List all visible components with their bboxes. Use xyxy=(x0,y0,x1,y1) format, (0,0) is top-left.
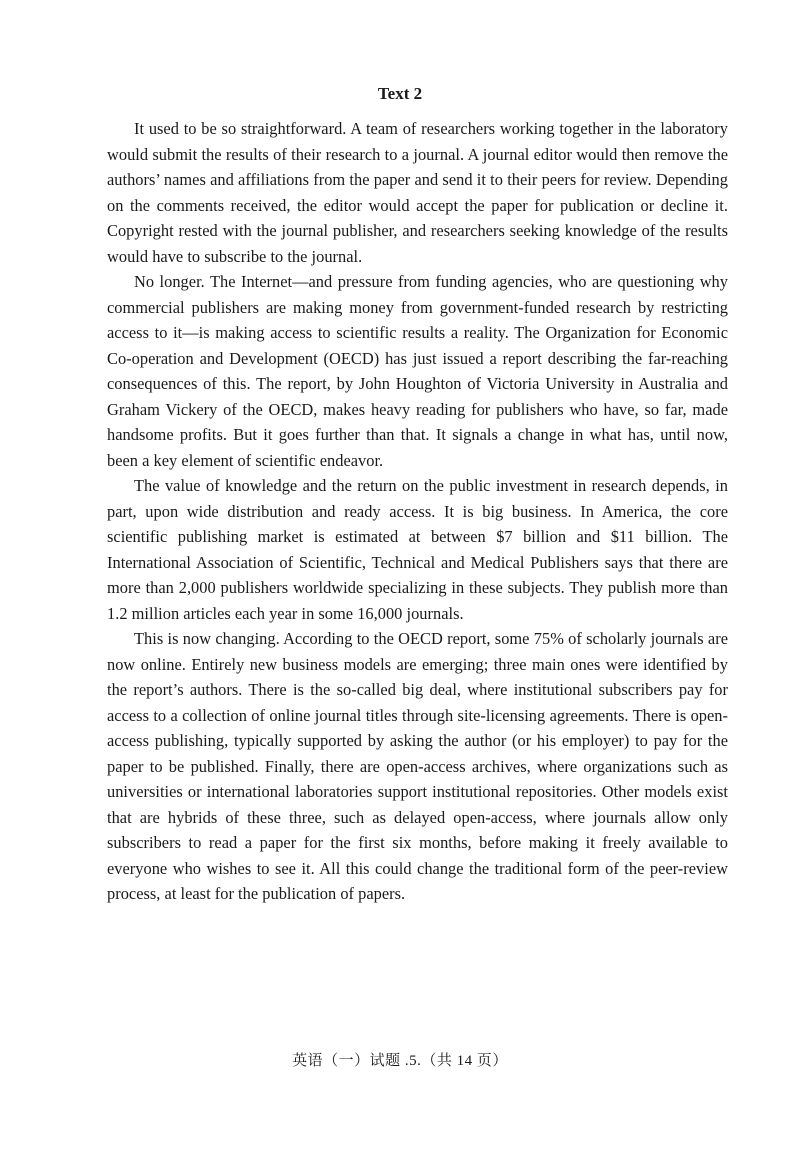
paragraph-4: This is now changing. According to the OECD report, some 75% of scholarly journals are now online. Entirely new business models are emerging; three main ones were identified by the report’s authors. There is the so-called big deal, where institutional subscribers pay for access to a collection of online journal titles through site-licensing agreements. There is open-access publishing, typically supported by asking the author (or his employer) to pay for the paper to be published. Finally, there are open-access archives, where organizations such as universities or international laboratories support institutional repositories. Other models exist that are hybrids of these three, such as delayed open-access, where journals allow only subscribers to read a paper for the first six months, before making it freely available to everyone who wishes to see it. All this could change the traditional form of the peer-review process, at least for the publication of papers. xyxy=(107,629,728,903)
passage-body xyxy=(107,116,728,907)
page-footer: 英语（一）试题 .5.（共 14 页） xyxy=(292,1053,508,1069)
paragraph-1: It used to be so straightforward. A team of researchers working together in the laboratory would submit the results of their research to a journal. A journal editor would then remove the authors’ names and affiliations from the paper and send it to their peers for review. Depending on the comments received, the editor would accept the paper for publication or decline it. Copyright rested with the journal publisher, and researchers seeking knowledge of the results would have to subscribe to the journal. xyxy=(107,119,728,266)
paragraph-2: No longer. The Internet—and pressure from funding agencies, who are questioning why commercial publishers are making money from government-funded research by restricting access to it—is making access to scientific results a reality. The Organization for Economic Co-operation and Development (OECD) has just issued a report describing the far-reaching consequences of this. The report, by John Houghton of Victoria University in Australia and Graham Vickery of the OECD, makes heavy reading for publishers who have, so far, made handsome profits. But it goes further than that. It signals a change in what has, until now, been a key element of scientific endeavor. xyxy=(107,272,728,470)
paragraph-3: The value of knowledge and the return on the public investment in research depends, in part, upon wide distribution and ready access. It is big business. In America, the core scientific publishing market is estimated at between $7 billion and $11 billion. The International Association of Scientific, Technical and Medical Publishers says that there are more than 2,000 publishers worldwide specializing in these subjects. They publish more than 1.2 million articles each year in some 16,000 journals. xyxy=(107,476,728,623)
text-title: Text 2 xyxy=(377,84,423,103)
